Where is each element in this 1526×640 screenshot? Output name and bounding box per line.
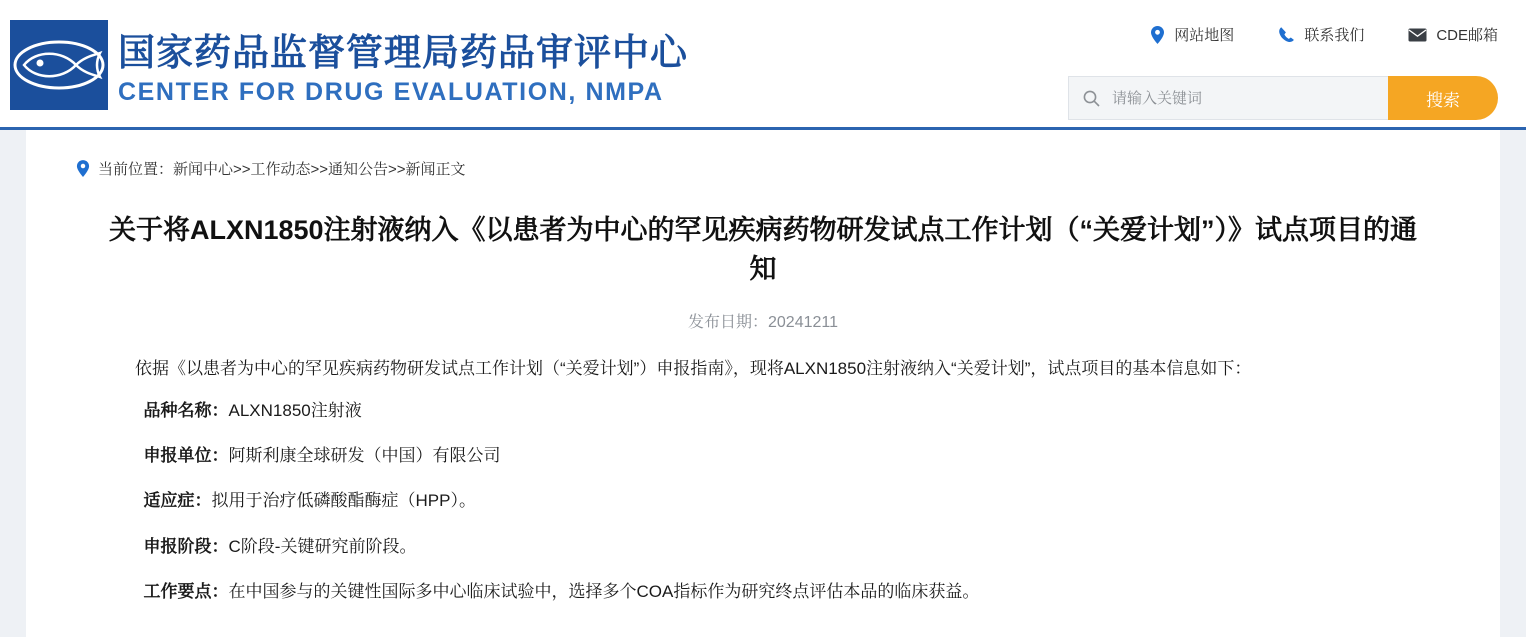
location-pin-icon [1150, 26, 1165, 44]
header-link-contact[interactable] [1278, 24, 1364, 45]
search-input[interactable] [1110, 89, 1360, 108]
field-label: 申报阶段： [143, 536, 229, 556]
breadcrumb-text[interactable]: 当前位置：新闻中心>>工作动态>>通知公告>>新闻正文 [98, 161, 466, 178]
search-input-wrapper[interactable] [1068, 76, 1388, 120]
header-link-mail[interactable] [1408, 24, 1498, 45]
header-link-label: CDE邮箱 [1436, 27, 1498, 44]
header-link-label: 网站地图 [1174, 27, 1235, 44]
site-title-en: CENTER FOR DRUG EVALUATION, NMPA [118, 78, 664, 106]
search-icon [1083, 90, 1100, 107]
field-label: 申报单位： [143, 445, 229, 465]
publish-date-label: 发布日期： [687, 314, 768, 332]
article-intro-paragraph: 依据《以患者为中心的罕见疾病药物研发试点工作计划（“关爱计划”）申报指南》，现将ALXN1850注射液纳入“关爱计划”，试点项目的基本信息如下： [135, 359, 1252, 379]
cde-fish-logo-icon [10, 20, 108, 110]
header-links [1150, 24, 1498, 45]
header-link-sitemap[interactable] [1150, 24, 1234, 45]
article-body [101, 354, 1425, 611]
field-row [101, 527, 1425, 566]
search-bar [1068, 76, 1498, 120]
field-value: C阶段-关键研究前阶段。 [228, 536, 417, 556]
search-button[interactable]: 搜索 [1388, 76, 1498, 120]
site-title-zh: 国家药品监督管理局药品审评中心 [118, 32, 688, 73]
publish-date-value: 20241211 [768, 314, 838, 332]
field-row [101, 436, 1425, 475]
field-label: 适应症： [143, 491, 212, 511]
field-row [101, 572, 1425, 611]
page-title: 关于将ALXN1850注射液纳入《以患者为中心的罕见疾病药物研发试点工作计划（“关爱计划”）》试点项目的通知 [108, 215, 1418, 285]
breadcrumb [26, 130, 1500, 179]
page-background [0, 130, 1526, 637]
publish-date [26, 309, 1500, 332]
field-label: 品种名称： [143, 400, 229, 420]
mail-icon [1408, 28, 1427, 42]
field-row [101, 391, 1425, 430]
phone-icon [1278, 26, 1295, 43]
field-row [101, 481, 1425, 520]
site-header [0, 0, 1526, 130]
field-value: 拟用于治疗低磷酸酯酶症（HPP）。 [211, 491, 476, 511]
field-value: 在中国参与的关键性国际多中心临床试验中，选择多个COA指标作为研究终点评估本品的临床获益。 [228, 582, 980, 602]
location-pin-icon [76, 160, 90, 177]
header-link-label: 联系我们 [1304, 27, 1365, 44]
field-value: ALXN1850注射液 [228, 400, 362, 420]
article-card [26, 130, 1500, 637]
field-label: 工作要点： [143, 582, 229, 602]
field-value: 阿斯利康全球研发（中国）有限公司 [228, 445, 501, 465]
